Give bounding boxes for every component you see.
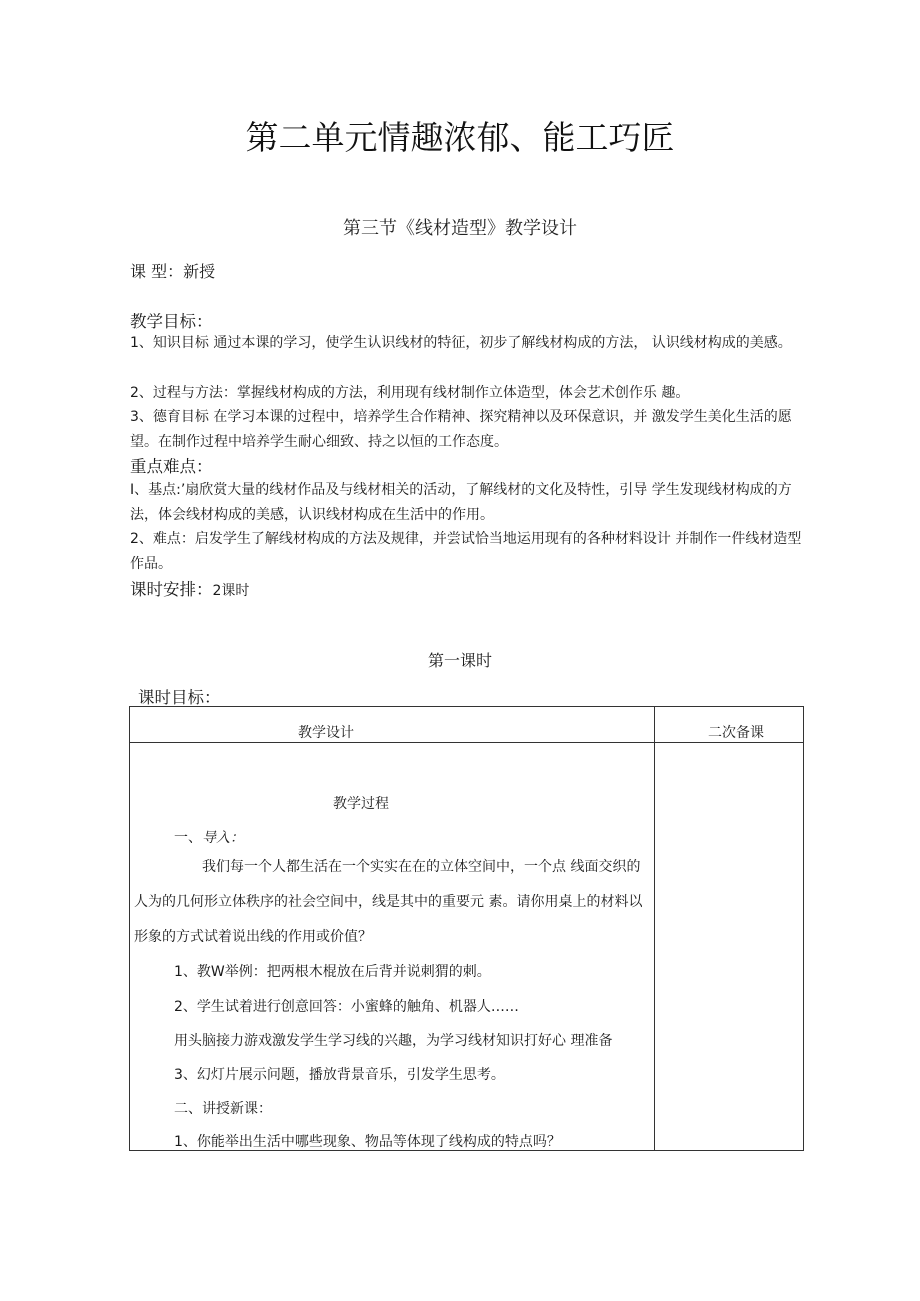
schedule-value: 2课时 bbox=[212, 583, 250, 599]
document-subtitle: 第三节《线材造型》教学设计 bbox=[343, 218, 577, 239]
document-title: 第二单元情趣浓郁、能工巧匠 bbox=[245, 118, 675, 157]
objective-item: 1、知识目标 通过本课的学习，使学生认识线材的特征，初步了解线材构成的方法， 认识线材构成的美感。 bbox=[130, 335, 792, 351]
step-item: 1、教W举例：把两根木棍放在后背并说刺猬的刺。 bbox=[174, 964, 491, 980]
section-intro-label: 导入： bbox=[202, 830, 244, 846]
objective-item: 2、过程与方法：掌握线材构成的方法，利用现有线材制作立体造型，体会艺术创作乐 趣。 bbox=[130, 385, 690, 401]
schedule bbox=[130, 576, 249, 600]
step-item: 2、学生试着进行创意回答：小蜜蜂的触角、机器人…… bbox=[174, 999, 519, 1015]
section-intro bbox=[174, 827, 244, 847]
lesson-goal-label: 课时目标： bbox=[138, 688, 221, 707]
key-point-item: I、基点:’扇欣赏大量的线材作品及与线材相关的活动，了解线材的文化及特性，引导 学生发现线材构成的方法，体会线材构成的美感，认识线材构成在生活中的作用。 bbox=[130, 482, 792, 523]
header-divider bbox=[130, 742, 803, 743]
objective-item: 3、德育目标 在学习本课的过程中，培养学生合作精神、探究精神以及环保意识，并 激发学生美化生活的愿望。在制作过程中培养学生耐心细致、持之以恒的工作态度。 bbox=[130, 409, 792, 450]
intro-paragraph: 我们每一个人都生活在一个实实在在的立体空间中，一个点 线面交织的人为的几何形立体秩序的社会空间中，线是其中的重要元 素。请你用桌上的材料以形象的方式试着说出线的作用或价值？ bbox=[134, 859, 643, 945]
schedule-label: 课时安排： bbox=[130, 580, 213, 599]
course-type: 课 型：新授 bbox=[130, 262, 216, 281]
lesson-title: 第一课时 bbox=[427, 651, 492, 670]
step-item: 3、幻灯片展示问题，播放背景音乐，引发学生思考。 bbox=[174, 1067, 505, 1083]
section-new-lesson: 二、讲授新课： bbox=[174, 1101, 272, 1117]
column-divider bbox=[654, 707, 655, 1150]
lesson-plan-table bbox=[129, 706, 804, 1151]
header-teaching-design: 教学设计 bbox=[298, 725, 354, 741]
key-points-heading: 重点难点： bbox=[130, 457, 213, 476]
header-second-prep: 二次备课 bbox=[708, 725, 764, 741]
process-title: 教学过程 bbox=[333, 796, 389, 812]
objectives-heading: 教学目标： bbox=[130, 312, 213, 331]
key-point-item: 2、难点：启发学生了解线材构成的方法及规律，并尝试恰当地运用现有的各种材料设计 并制作一件线材造型作品。 bbox=[130, 531, 802, 572]
step-note: 用头脑接力游戏激发学生学习线的兴趣，为学习线材知识打好心 理准备 bbox=[174, 1033, 613, 1049]
section-intro-number: 一、 bbox=[174, 830, 202, 846]
question-item: 1、你能举出生活中哪些现象、物品等体现了线构成的特点吗？ bbox=[174, 1134, 561, 1150]
